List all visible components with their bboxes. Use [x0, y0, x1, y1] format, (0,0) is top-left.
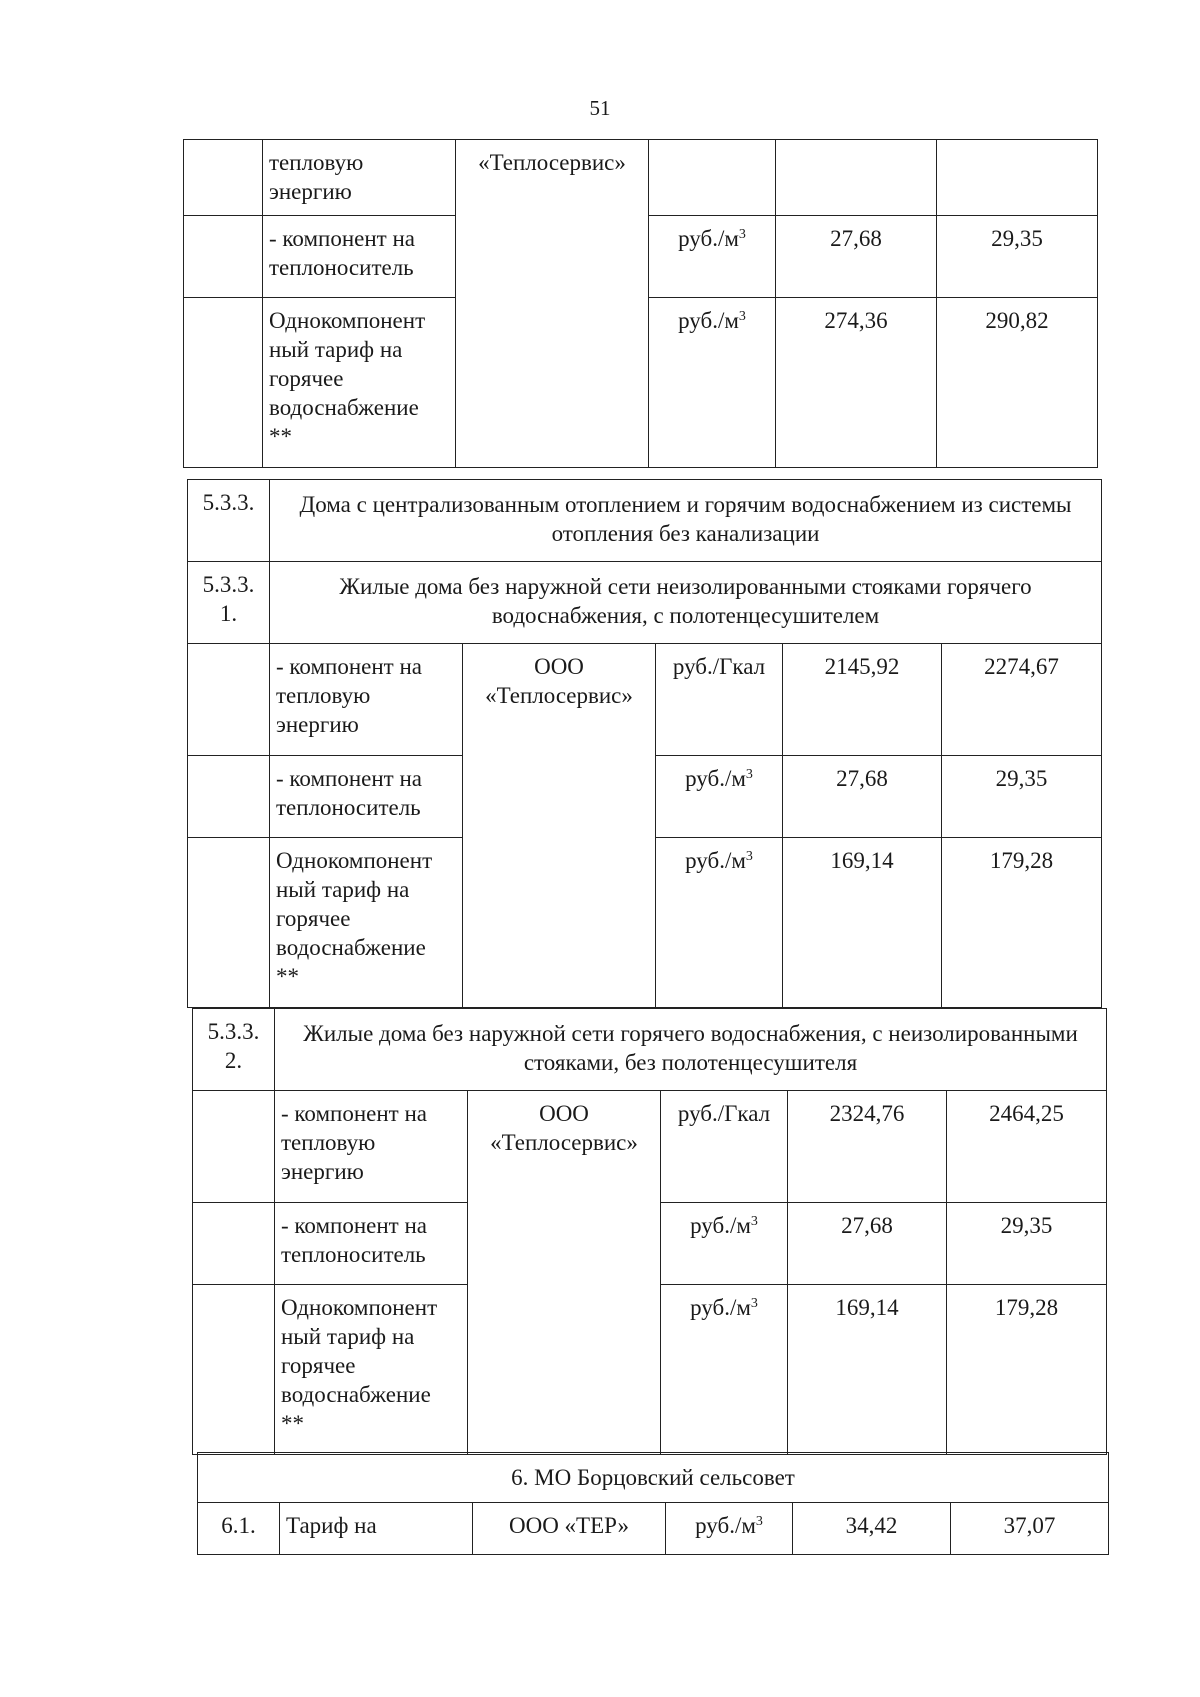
row-number-cell [188, 644, 270, 756]
value-cell: 169,14 [788, 1285, 947, 1455]
row-label-text: Однокомпонент ный тариф на горячее водоснабжение [269, 308, 426, 420]
unit-text: руб./м [678, 308, 739, 333]
table-row [188, 644, 1102, 756]
row-label: - компонент на теплоноситель [263, 216, 456, 298]
section-header-row [188, 480, 1102, 562]
unit-cell [666, 1503, 793, 1555]
section-number: 5.3.3. [188, 480, 270, 562]
unit-cell: руб./Гкал [661, 1091, 788, 1203]
unit-text: руб./м [678, 226, 739, 251]
row-label: Тариф на [280, 1503, 473, 1555]
tariff-table-continuation [183, 139, 1098, 468]
unit-superscript: 3 [745, 767, 753, 782]
value-cell: 29,35 [937, 216, 1098, 298]
unit-cell [656, 756, 783, 838]
subsection-title: Жилые дома без наружной сети горячего водоснабжения, с неизолированными стояками, без полотенцесушителя [275, 1009, 1107, 1091]
value-cell: 27,68 [788, 1203, 947, 1285]
value-cell: 2145,92 [783, 644, 942, 756]
table-row [184, 140, 1098, 216]
unit-superscript: 3 [750, 1296, 758, 1311]
subsection-number: 5.3.3. 2. [193, 1009, 275, 1091]
value-cell: 179,28 [947, 1285, 1107, 1455]
value-cell: 34,42 [793, 1503, 951, 1555]
unit-cell [656, 838, 783, 1008]
row-label: - компонент на теплоноситель [270, 756, 463, 838]
unit-text: руб./м [685, 766, 746, 791]
row-label: - компонент на теплоноситель [275, 1203, 468, 1285]
subsection-header-row [188, 562, 1102, 644]
row-label-text: Однокомпонент ный тариф на горячее водоснабжение [276, 848, 433, 960]
unit-cell [649, 140, 776, 216]
row-number-cell [188, 756, 270, 838]
footnote-marker: ** [269, 424, 292, 449]
tariff-table-5-3-3-2 [192, 1008, 1107, 1455]
provider-cell: ООО «ТЕР» [473, 1503, 666, 1555]
unit-text: руб./м [690, 1213, 751, 1238]
unit-superscript: 3 [738, 227, 746, 242]
provider-cell: ООО «Теплосервис» [468, 1091, 661, 1455]
tariff-table-section-6 [197, 1452, 1109, 1555]
unit-superscript: 3 [738, 309, 746, 324]
provider-cell: ООО «Теплосервис» [463, 644, 656, 1008]
value-cell: 2464,25 [947, 1091, 1107, 1203]
unit-text: руб./м [690, 1295, 751, 1320]
row-number-cell [188, 838, 270, 1008]
row-number-cell [193, 1203, 275, 1285]
section-title: Дома с централизованным отоплением и горячим водоснабжением из системы отопления без канализации [270, 480, 1102, 562]
row-label [270, 838, 463, 1008]
value-cell: 29,35 [942, 756, 1102, 838]
value-cell [776, 140, 937, 216]
unit-cell: руб./Гкал [656, 644, 783, 756]
value-cell: 290,82 [937, 298, 1098, 468]
row-label [263, 298, 456, 468]
row-label [275, 1285, 468, 1455]
provider-cell: «Теплосервис» [456, 140, 649, 468]
row-label: тепловую энергию [263, 140, 456, 216]
row-label-text: Однокомпонент ный тариф на горячее водоснабжение [281, 1295, 438, 1407]
table-row [198, 1503, 1109, 1555]
value-cell: 27,68 [783, 756, 942, 838]
unit-cell [661, 1203, 788, 1285]
row-label: - компонент на тепловую энергию [275, 1091, 468, 1203]
unit-superscript: 3 [755, 1514, 763, 1529]
unit-cell [649, 298, 776, 468]
row-label: - компонент на тепловую энергию [270, 644, 463, 756]
row-number-cell [193, 1091, 275, 1203]
value-cell: 274,36 [776, 298, 937, 468]
unit-text: руб./м [695, 1513, 756, 1538]
value-cell: 27,68 [776, 216, 937, 298]
row-number-cell: 6.1. [198, 1503, 280, 1555]
section-header-row [198, 1453, 1109, 1503]
unit-superscript: 3 [745, 849, 753, 864]
value-cell [937, 140, 1098, 216]
subsection-header-row [193, 1009, 1107, 1091]
page-number: 51 [589, 96, 611, 120]
row-number-cell [184, 140, 263, 216]
footnote-marker: ** [276, 964, 299, 989]
unit-cell [649, 216, 776, 298]
table-row [193, 1091, 1107, 1203]
value-cell: 179,28 [942, 838, 1102, 1008]
row-number-cell [184, 298, 263, 468]
subsection-number: 5.3.3. 1. [188, 562, 270, 644]
value-cell: 2324,76 [788, 1091, 947, 1203]
subsection-title: Жилые дома без наружной сети неизолированными стояками горячего водоснабжения, с полотенцесушителем [270, 562, 1102, 644]
row-number-cell [193, 1285, 275, 1455]
unit-text: руб./м [685, 848, 746, 873]
value-cell: 169,14 [783, 838, 942, 1008]
unit-cell [661, 1285, 788, 1455]
section-title: 6. МО Борцовский сельсовет [198, 1453, 1109, 1503]
value-cell: 2274,67 [942, 644, 1102, 756]
footnote-marker: ** [281, 1411, 304, 1436]
value-cell: 29,35 [947, 1203, 1107, 1285]
unit-superscript: 3 [750, 1214, 758, 1229]
value-cell: 37,07 [951, 1503, 1109, 1555]
row-number-cell [184, 216, 263, 298]
tariff-table-5-3-3-1 [187, 479, 1102, 1008]
